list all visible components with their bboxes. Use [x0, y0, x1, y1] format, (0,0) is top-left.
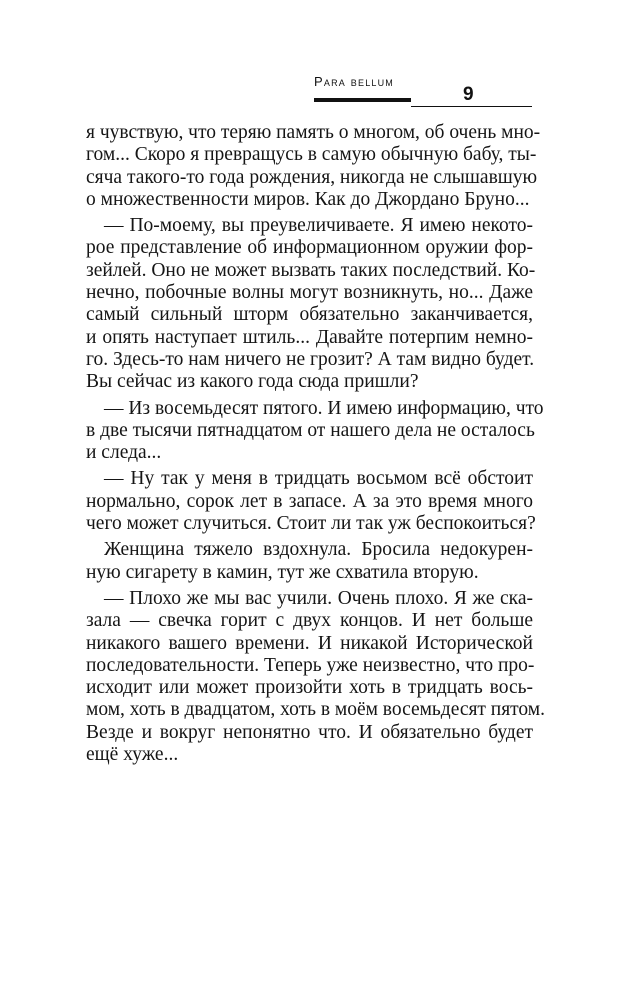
paragraph-5 — [86, 539, 533, 584]
text-line: исходит или может произойти хоть в тридцать вось- — [86, 677, 533, 699]
running-head — [314, 74, 534, 114]
text-line: нечно, побочные волны могут возникнуть, но... Даже — [86, 282, 533, 304]
text-line: в две тысячи пятнадцатом от нашего дела не осталось — [86, 419, 535, 441]
paragraph-2 — [86, 215, 536, 393]
header-thin-rule — [411, 106, 532, 107]
text-line: зейлей. Оно не может вызвать таких последствий. Ко- — [86, 259, 536, 281]
page-number: 9 — [463, 84, 474, 105]
text-line: мом, хоть в двадцатом, хоть в моём восемьдесят пятом. — [86, 699, 545, 721]
paragraph-1 — [86, 122, 541, 211]
text-line: гом... Скоро я превращусь в самую обычную бабу, ты- — [86, 144, 537, 166]
header-thick-rule — [314, 98, 411, 102]
paragraph-3 — [86, 397, 544, 465]
text-line: — Ну так у меня в тридцать восьмом всё обстоит — [104, 468, 533, 490]
text-line: Женщина тяжело вздохнула. Бросила недокурен- — [104, 539, 533, 561]
text-line: самый сильный шторм обязательно заканчивается, — [86, 304, 533, 326]
text-line: рое представление об информационном оружии фор- — [86, 237, 533, 259]
text-line: го. Здесь-то нам ничего не грозит? А там видно будет. — [86, 348, 535, 370]
text-line: — Плохо же мы вас учили. Очень плохо. Я же ска- — [104, 587, 533, 609]
text-line: и следа... — [86, 442, 162, 464]
text-line: ную сигарету в камин, тут же схватила вторую. — [86, 561, 479, 583]
text-line: зала — свечка горит с двух концов. И нет больше — [86, 610, 533, 632]
series-title: Para bellum — [314, 74, 395, 89]
text-line: Вы сейчас из какого года сюда пришли? — [86, 371, 419, 393]
text-line: я чувствую, что теряю память о многом, об очень мно- — [86, 122, 541, 143]
text-line: о множественности миров. Как до Джордано Бруно... — [86, 188, 530, 210]
paragraph-6 — [86, 587, 545, 766]
text-line: — По-моему, вы преувеличиваете. Я имею некото- — [104, 215, 533, 237]
text-line: — Из восемьдесят пятого. И имею информацию, что — [104, 397, 544, 419]
text-line: Везде и вокруг непонятно что. И обязательно будет — [86, 721, 533, 743]
text-line: нормально, сорок лет в запасе. А за это время много — [86, 490, 533, 512]
text-line: и опять наступает штиль... Давайте потерпим немно- — [86, 326, 533, 348]
body-text — [86, 122, 545, 770]
text-line: сяча такого-то года рождения, никогда не слышавшую — [86, 166, 538, 188]
text-line: никакого вашего времени. И никакой Исторической — [86, 632, 533, 654]
text-line: последовательности. Теперь уже неизвестно, что про- — [86, 654, 535, 676]
text-line: ещё хуже... — [86, 744, 179, 766]
paragraph-4 — [86, 468, 536, 535]
text-line: чего может случиться. Стоит ли так уж беспокоиться? — [86, 513, 536, 535]
